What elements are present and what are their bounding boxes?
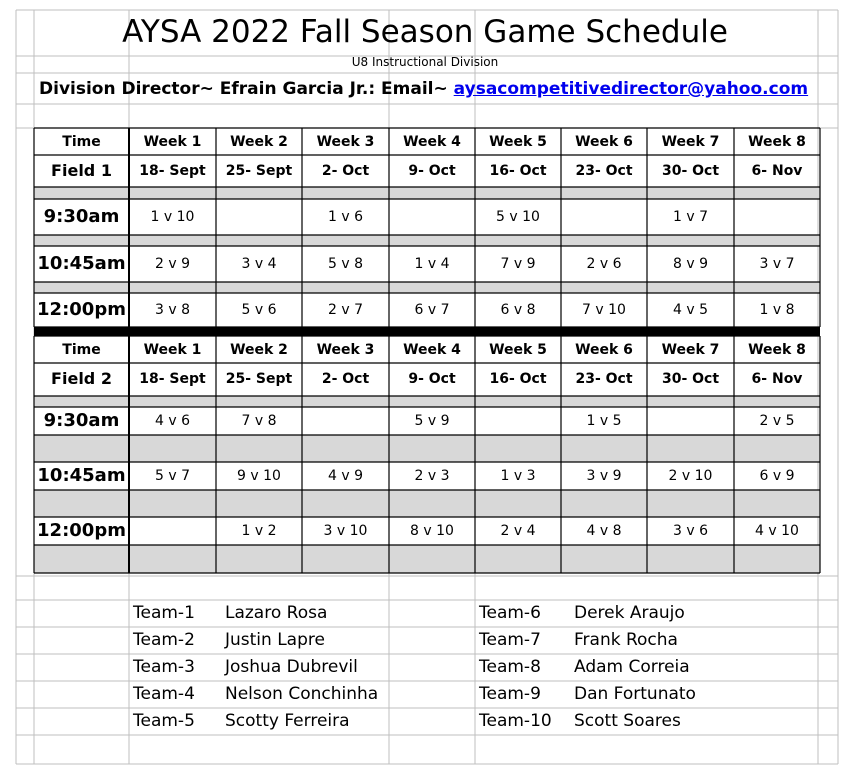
game-cell: 1 v 5	[586, 413, 622, 429]
director-label: Division Director~ Efrain Garcia Jr.: Email~	[39, 79, 454, 99]
time-slot-label: 12:00pm	[37, 520, 126, 541]
team-coach: Frank Rocha	[574, 630, 678, 650]
game-cell: 3 v 7	[759, 256, 795, 272]
team-id: Team-4	[133, 684, 195, 704]
game-cell: 2 v 5	[759, 413, 795, 429]
game-cell: 5 v 10	[496, 209, 540, 225]
game-cell: 3 v 8	[155, 302, 190, 318]
shade-band	[34, 235, 820, 246]
week-header: Week 8	[748, 134, 806, 150]
date-header: 30- Oct	[661, 163, 720, 179]
game-cell: 1 v 3	[500, 468, 536, 484]
team-coach: Nelson Conchinha	[225, 684, 379, 704]
date-header: 16- Oct	[489, 371, 547, 387]
field-label: Field 2	[51, 369, 112, 388]
week-header: Week 2	[230, 134, 288, 150]
game-cell: 4 v 8	[586, 523, 622, 539]
time-slot-label: 12:00pm	[37, 299, 126, 320]
game-cell: 6 v 7	[414, 302, 450, 318]
date-header: 18- Sept	[139, 163, 206, 179]
game-cell: 4 v 10	[755, 523, 799, 539]
date-header: 30- Oct	[661, 371, 720, 387]
game-cell: 3 v 10	[323, 523, 368, 539]
game-cell: 4 v 5	[673, 302, 708, 318]
team-coach: Justin Lapre	[225, 630, 325, 650]
date-header: 6- Nov	[751, 163, 803, 179]
date-header: 16- Oct	[489, 163, 547, 179]
page-subtitle: U8 Instructional Division	[351, 55, 499, 69]
team-id: Team-2	[133, 630, 195, 650]
team-coach: Dan Fortunato	[574, 684, 696, 704]
director-line	[39, 78, 808, 100]
team-id: Team-1	[133, 603, 195, 623]
game-cell: 9 v 10	[237, 468, 281, 484]
week-header: Week 7	[661, 134, 720, 150]
time-slot-label: 9:30am	[43, 410, 120, 431]
team-id: Team-8	[479, 657, 541, 677]
time-slot-label: 9:30am	[43, 206, 120, 227]
game-cell: 1 v 6	[328, 209, 363, 225]
game-cell: 5 v 8	[328, 256, 363, 272]
game-cell: 1 v 10	[150, 209, 195, 225]
field-label: Field 1	[51, 161, 112, 180]
game-cell: 5 v 9	[414, 413, 450, 429]
table-separator	[34, 327, 820, 336]
team-coach: Scott Soares	[574, 711, 681, 731]
week-header: Week 5	[489, 134, 547, 150]
team-coach: Derek Araujo	[574, 603, 685, 623]
game-cell: 3 v 6	[673, 523, 708, 539]
game-cell: 5 v 6	[241, 302, 277, 318]
time-header: Time	[62, 342, 101, 358]
team-id: Team-6	[479, 603, 541, 623]
team-coach: Joshua Dubrevil	[225, 657, 358, 677]
shade-band	[34, 396, 820, 407]
team-id: Team-7	[479, 630, 541, 650]
shade-band	[34, 490, 820, 517]
game-cell: 2 v 3	[414, 468, 450, 484]
date-header: 23- Oct	[575, 371, 633, 387]
date-header: 6- Nov	[751, 371, 803, 387]
game-cell: 7 v 9	[500, 256, 536, 272]
week-header: Week 5	[489, 342, 547, 358]
shade-band	[34, 545, 820, 573]
time-header: Time	[62, 134, 101, 150]
game-cell: 8 v 9	[673, 256, 708, 272]
game-cell: 1 v 4	[414, 256, 450, 272]
date-header: 18- Sept	[139, 371, 206, 387]
director-email-link[interactable]: aysacompetitivedirector@yahoo.com	[453, 79, 809, 99]
game-cell: 2 v 10	[668, 468, 713, 484]
page-title: AYSA 2022 Fall Season Game Schedule	[122, 14, 728, 50]
game-cell: 1 v 2	[241, 523, 277, 539]
time-slot-label: 10:45am	[37, 253, 126, 274]
shade-band	[34, 435, 820, 462]
game-cell: 3 v 4	[241, 256, 277, 272]
shade-band	[34, 282, 820, 293]
week-header: Week 8	[748, 342, 806, 358]
team-coach: Adam Correia	[574, 657, 690, 677]
team-id: Team-10	[479, 711, 552, 731]
game-cell: 7 v 8	[241, 413, 277, 429]
week-header: Week 7	[661, 342, 720, 358]
team-coach: Lazaro Rosa	[225, 603, 328, 623]
week-header: Week 4	[403, 134, 461, 150]
team-coach: Scotty Ferreira	[225, 711, 350, 731]
team-id: Team-3	[133, 657, 195, 677]
date-header: 2- Oct	[321, 163, 370, 179]
week-header: Week 3	[316, 134, 375, 150]
shade-band	[34, 187, 820, 199]
date-header: 9- Oct	[408, 163, 456, 179]
week-header: Week 6	[575, 134, 633, 150]
date-header: 25- Sept	[225, 163, 293, 179]
game-cell: 2 v 6	[586, 256, 622, 272]
game-cell: 4 v 6	[155, 413, 190, 429]
game-cell: 8 v 10	[410, 523, 454, 539]
date-header: 23- Oct	[575, 163, 633, 179]
date-header: 2- Oct	[321, 371, 370, 387]
game-cell: 7 v 10	[582, 302, 626, 318]
date-header: 9- Oct	[408, 371, 456, 387]
game-cell: 2 v 9	[155, 256, 190, 272]
week-header: Week 1	[143, 134, 202, 150]
week-header: Week 1	[143, 342, 202, 358]
time-slot-label: 10:45am	[37, 465, 126, 486]
week-header: Week 3	[316, 342, 375, 358]
game-cell: 1 v 8	[759, 302, 795, 318]
week-header: Week 4	[403, 342, 461, 358]
date-header: 25- Sept	[225, 371, 293, 387]
game-cell: 1 v 7	[673, 209, 708, 225]
game-cell: 6 v 9	[759, 468, 795, 484]
team-id: Team-9	[479, 684, 541, 704]
game-cell: 2 v 4	[500, 523, 536, 539]
week-header: Week 2	[230, 342, 288, 358]
game-cell: 4 v 9	[328, 468, 363, 484]
week-header: Week 6	[575, 342, 633, 358]
team-id: Team-5	[133, 711, 195, 731]
game-cell: 2 v 7	[328, 302, 363, 318]
game-cell: 6 v 8	[500, 302, 536, 318]
game-cell: 5 v 7	[155, 468, 190, 484]
game-cell: 3 v 9	[586, 468, 622, 484]
